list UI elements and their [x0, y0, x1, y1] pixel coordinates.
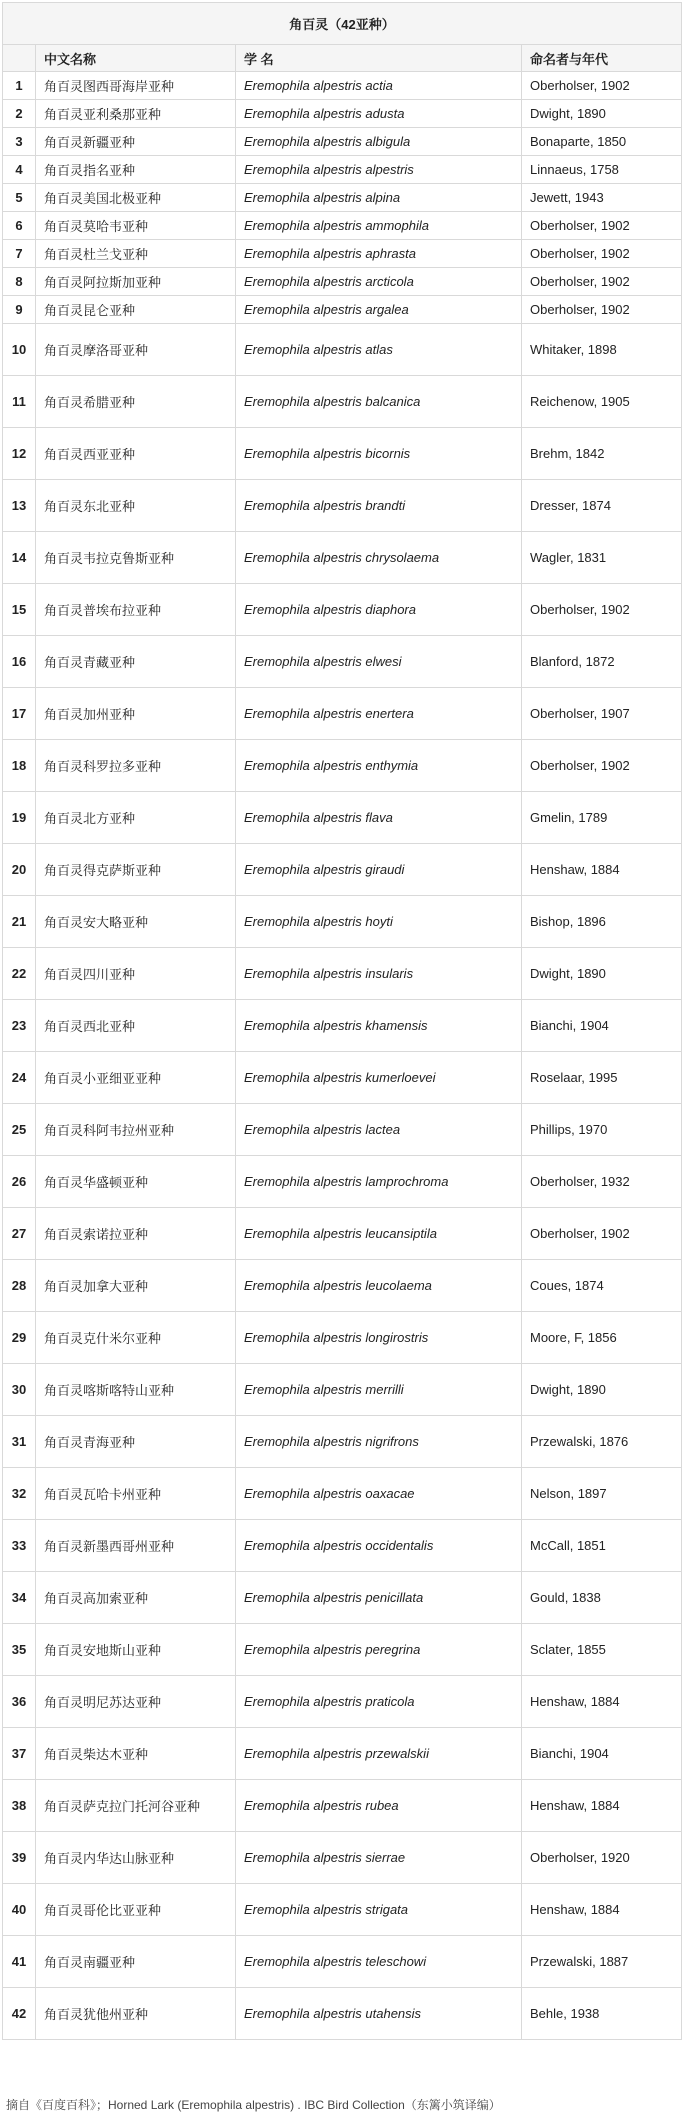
row-scientific-name: Eremophila alpestris peregrina	[236, 1624, 522, 1676]
row-scientific-name: Eremophila alpestris przewalskii	[236, 1728, 522, 1780]
row-author-year: Oberholser, 1920	[522, 1832, 682, 1884]
row-scientific-name: Eremophila alpestris brandti	[236, 480, 522, 532]
row-chinese-name: 角百灵指名亚种	[36, 156, 236, 184]
row-author-year: Whitaker, 1898	[522, 324, 682, 376]
row-author-year: Reichenow, 1905	[522, 376, 682, 428]
row-index: 4	[3, 156, 36, 184]
table-row	[3, 1832, 682, 1884]
row-index: 14	[3, 532, 36, 584]
row-index: 32	[3, 1468, 36, 1520]
row-scientific-name: Eremophila alpestris atlas	[236, 324, 522, 376]
row-author-year: Henshaw, 1884	[522, 844, 682, 896]
table-row	[3, 1416, 682, 1468]
table-row	[3, 268, 682, 296]
table-row	[3, 584, 682, 636]
row-author-year: Phillips, 1970	[522, 1104, 682, 1156]
row-chinese-name: 角百灵小亚细亚亚种	[36, 1052, 236, 1104]
row-chinese-name: 角百灵萨克拉门托河谷亚种	[36, 1780, 236, 1832]
table-row	[3, 1208, 682, 1260]
row-chinese-name: 角百灵普埃布拉亚种	[36, 584, 236, 636]
table-row	[3, 844, 682, 896]
row-index: 26	[3, 1156, 36, 1208]
row-chinese-name: 角百灵柴达木亚种	[36, 1728, 236, 1780]
row-chinese-name: 角百灵新疆亚种	[36, 128, 236, 156]
row-index: 23	[3, 1000, 36, 1052]
row-author-year: Nelson, 1897	[522, 1468, 682, 1520]
row-chinese-name: 角百灵新墨西哥州亚种	[36, 1520, 236, 1572]
row-author-year: Bianchi, 1904	[522, 1728, 682, 1780]
row-author-year: Roselaar, 1995	[522, 1052, 682, 1104]
row-chinese-name: 角百灵华盛顿亚种	[36, 1156, 236, 1208]
row-chinese-name: 角百灵图西哥海岸亚种	[36, 72, 236, 100]
row-chinese-name: 角百灵美国北极亚种	[36, 184, 236, 212]
row-author-year: Behle, 1938	[522, 1988, 682, 2040]
row-author-year: Bonaparte, 1850	[522, 128, 682, 156]
table-row	[3, 376, 682, 428]
row-author-year: Dwight, 1890	[522, 100, 682, 128]
row-scientific-name: Eremophila alpestris strigata	[236, 1884, 522, 1936]
row-scientific-name: Eremophila alpestris flava	[236, 792, 522, 844]
row-author-year: McCall, 1851	[522, 1520, 682, 1572]
table-title-row	[3, 3, 682, 45]
row-chinese-name: 角百灵加州亚种	[36, 688, 236, 740]
row-chinese-name: 角百灵西亚亚种	[36, 428, 236, 480]
row-scientific-name: Eremophila alpestris aphrasta	[236, 240, 522, 268]
table-body	[3, 72, 682, 2040]
row-chinese-name: 角百灵青藏亚种	[36, 636, 236, 688]
row-index: 12	[3, 428, 36, 480]
row-chinese-name: 角百灵四川亚种	[36, 948, 236, 1000]
row-scientific-name: Eremophila alpestris teleschowi	[236, 1936, 522, 1988]
row-index: 5	[3, 184, 36, 212]
row-author-year: Oberholser, 1902	[522, 584, 682, 636]
row-index: 29	[3, 1312, 36, 1364]
row-index: 39	[3, 1832, 36, 1884]
row-index: 41	[3, 1936, 36, 1988]
row-index: 8	[3, 268, 36, 296]
table-row	[3, 740, 682, 792]
row-author-year: Dresser, 1874	[522, 480, 682, 532]
row-scientific-name: Eremophila alpestris elwesi	[236, 636, 522, 688]
row-scientific-name: Eremophila alpestris adusta	[236, 100, 522, 128]
row-author-year: Henshaw, 1884	[522, 1780, 682, 1832]
row-scientific-name: Eremophila alpestris utahensis	[236, 1988, 522, 2040]
row-author-year: Jewett, 1943	[522, 184, 682, 212]
row-scientific-name: Eremophila alpestris sierrae	[236, 1832, 522, 1884]
row-chinese-name: 角百灵摩洛哥亚种	[36, 324, 236, 376]
row-scientific-name: Eremophila alpestris alpina	[236, 184, 522, 212]
row-author-year: Henshaw, 1884	[522, 1676, 682, 1728]
row-scientific-name: Eremophila alpestris actia	[236, 72, 522, 100]
row-chinese-name: 角百灵莫哈韦亚种	[36, 212, 236, 240]
table-row	[3, 1572, 682, 1624]
row-chinese-name: 角百灵科阿韦拉州亚种	[36, 1104, 236, 1156]
row-index: 16	[3, 636, 36, 688]
header-scientific-name: 学 名	[236, 45, 522, 72]
row-author-year: Bianchi, 1904	[522, 1000, 682, 1052]
row-author-year: Wagler, 1831	[522, 532, 682, 584]
table-row	[3, 688, 682, 740]
row-author-year: Blanford, 1872	[522, 636, 682, 688]
table-header-row	[3, 45, 682, 72]
row-scientific-name: Eremophila alpestris leucolaema	[236, 1260, 522, 1312]
row-chinese-name: 角百灵喀斯喀特山亚种	[36, 1364, 236, 1416]
row-author-year: Oberholser, 1932	[522, 1156, 682, 1208]
row-author-year: Gmelin, 1789	[522, 792, 682, 844]
table-row	[3, 184, 682, 212]
table-row	[3, 1104, 682, 1156]
row-scientific-name: Eremophila alpestris chrysolaema	[236, 532, 522, 584]
table-row	[3, 1884, 682, 1936]
row-author-year: Oberholser, 1902	[522, 268, 682, 296]
table-row	[3, 1988, 682, 2040]
row-author-year: Oberholser, 1902	[522, 296, 682, 324]
row-scientific-name: Eremophila alpestris oaxacae	[236, 1468, 522, 1520]
row-index: 40	[3, 1884, 36, 1936]
row-index: 30	[3, 1364, 36, 1416]
row-author-year: Moore, F, 1856	[522, 1312, 682, 1364]
table-row	[3, 296, 682, 324]
table-title: 角百灵（42亚种）	[3, 3, 682, 45]
row-index: 19	[3, 792, 36, 844]
table-row	[3, 128, 682, 156]
row-scientific-name: Eremophila alpestris rubea	[236, 1780, 522, 1832]
row-author-year: Brehm, 1842	[522, 428, 682, 480]
row-index: 22	[3, 948, 36, 1000]
table-row	[3, 156, 682, 184]
row-author-year: Oberholser, 1902	[522, 72, 682, 100]
row-index: 31	[3, 1416, 36, 1468]
row-chinese-name: 角百灵内华达山脉亚种	[36, 1832, 236, 1884]
row-chinese-name: 角百灵哥伦比亚亚种	[36, 1884, 236, 1936]
row-chinese-name: 角百灵北方亚种	[36, 792, 236, 844]
row-chinese-name: 角百灵阿拉斯加亚种	[36, 268, 236, 296]
row-author-year: Oberholser, 1902	[522, 212, 682, 240]
row-chinese-name: 角百灵高加索亚种	[36, 1572, 236, 1624]
row-chinese-name: 角百灵瓦哈卡州亚种	[36, 1468, 236, 1520]
row-index: 24	[3, 1052, 36, 1104]
row-author-year: Dwight, 1890	[522, 1364, 682, 1416]
row-chinese-name: 角百灵索诺拉亚种	[36, 1208, 236, 1260]
row-chinese-name: 角百灵安地斯山亚种	[36, 1624, 236, 1676]
row-scientific-name: Eremophila alpestris kumerloevei	[236, 1052, 522, 1104]
row-index: 17	[3, 688, 36, 740]
row-index: 25	[3, 1104, 36, 1156]
row-scientific-name: Eremophila alpestris albigula	[236, 128, 522, 156]
row-author-year: Bishop, 1896	[522, 896, 682, 948]
row-index: 13	[3, 480, 36, 532]
row-index: 33	[3, 1520, 36, 1572]
row-chinese-name: 角百灵西北亚种	[36, 1000, 236, 1052]
row-scientific-name: Eremophila alpestris balcanica	[236, 376, 522, 428]
row-chinese-name: 角百灵亚利桑那亚种	[36, 100, 236, 128]
row-chinese-name: 角百灵希腊亚种	[36, 376, 236, 428]
row-index: 18	[3, 740, 36, 792]
row-index: 28	[3, 1260, 36, 1312]
table-row	[3, 1260, 682, 1312]
row-index: 3	[3, 128, 36, 156]
row-index: 35	[3, 1624, 36, 1676]
table-row	[3, 1780, 682, 1832]
row-chinese-name: 角百灵杜兰戈亚种	[36, 240, 236, 268]
table-row	[3, 212, 682, 240]
row-author-year: Linnaeus, 1758	[522, 156, 682, 184]
table-row	[3, 1676, 682, 1728]
row-author-year: Gould, 1838	[522, 1572, 682, 1624]
table-row	[3, 100, 682, 128]
row-index: 38	[3, 1780, 36, 1832]
row-author-year: Oberholser, 1902	[522, 740, 682, 792]
row-index: 1	[3, 72, 36, 100]
row-chinese-name: 角百灵科罗拉多亚种	[36, 740, 236, 792]
subspecies-table	[2, 2, 682, 2040]
row-chinese-name: 角百灵东北亚种	[36, 480, 236, 532]
row-index: 34	[3, 1572, 36, 1624]
row-author-year: Przewalski, 1876	[522, 1416, 682, 1468]
row-index: 15	[3, 584, 36, 636]
row-scientific-name: Eremophila alpestris alpestris	[236, 156, 522, 184]
row-author-year: Dwight, 1890	[522, 948, 682, 1000]
table-row	[3, 428, 682, 480]
row-scientific-name: Eremophila alpestris lactea	[236, 1104, 522, 1156]
row-index: 37	[3, 1728, 36, 1780]
row-chinese-name: 角百灵犹他州亚种	[36, 1988, 236, 2040]
header-author-year: 命名者与年代	[522, 45, 682, 72]
table-row	[3, 532, 682, 584]
header-chinese-name: 中文名称	[36, 45, 236, 72]
row-scientific-name: Eremophila alpestris longirostris	[236, 1312, 522, 1364]
row-index: 6	[3, 212, 36, 240]
table-row	[3, 1156, 682, 1208]
table-row	[3, 1468, 682, 1520]
row-scientific-name: Eremophila alpestris insularis	[236, 948, 522, 1000]
row-scientific-name: Eremophila alpestris giraudi	[236, 844, 522, 896]
row-index: 36	[3, 1676, 36, 1728]
row-chinese-name: 角百灵青海亚种	[36, 1416, 236, 1468]
table-row	[3, 240, 682, 268]
header-index	[3, 45, 36, 72]
row-chinese-name: 角百灵南疆亚种	[36, 1936, 236, 1988]
row-chinese-name: 角百灵明尼苏达亚种	[36, 1676, 236, 1728]
row-scientific-name: Eremophila alpestris lamprochroma	[236, 1156, 522, 1208]
row-scientific-name: Eremophila alpestris occidentalis	[236, 1520, 522, 1572]
table-row	[3, 792, 682, 844]
row-scientific-name: Eremophila alpestris ammophila	[236, 212, 522, 240]
table-row	[3, 1624, 682, 1676]
row-chinese-name: 角百灵克什米尔亚种	[36, 1312, 236, 1364]
row-index: 21	[3, 896, 36, 948]
row-chinese-name: 角百灵昆仑亚种	[36, 296, 236, 324]
row-index: 9	[3, 296, 36, 324]
table-row	[3, 948, 682, 1000]
table-row	[3, 480, 682, 532]
row-scientific-name: Eremophila alpestris argalea	[236, 296, 522, 324]
row-scientific-name: Eremophila alpestris nigrifrons	[236, 1416, 522, 1468]
row-index: 27	[3, 1208, 36, 1260]
row-index: 10	[3, 324, 36, 376]
row-scientific-name: Eremophila alpestris enthymia	[236, 740, 522, 792]
row-chinese-name: 角百灵安大略亚种	[36, 896, 236, 948]
row-author-year: Oberholser, 1902	[522, 1208, 682, 1260]
table-row	[3, 896, 682, 948]
row-chinese-name: 角百灵加拿大亚种	[36, 1260, 236, 1312]
table-row	[3, 1728, 682, 1780]
table-row	[3, 636, 682, 688]
table-row	[3, 1520, 682, 1572]
row-index: 2	[3, 100, 36, 128]
row-scientific-name: Eremophila alpestris leucansiptila	[236, 1208, 522, 1260]
row-scientific-name: Eremophila alpestris hoyti	[236, 896, 522, 948]
row-scientific-name: Eremophila alpestris enertera	[236, 688, 522, 740]
table-row	[3, 1052, 682, 1104]
row-author-year: Oberholser, 1902	[522, 240, 682, 268]
table-row	[3, 1936, 682, 1988]
row-author-year: Przewalski, 1887	[522, 1936, 682, 1988]
row-chinese-name: 角百灵韦拉克鲁斯亚种	[36, 532, 236, 584]
table-row	[3, 1312, 682, 1364]
row-chinese-name: 角百灵得克萨斯亚种	[36, 844, 236, 896]
row-author-year: Henshaw, 1884	[522, 1884, 682, 1936]
table-row	[3, 1364, 682, 1416]
row-author-year: Coues, 1874	[522, 1260, 682, 1312]
row-index: 20	[3, 844, 36, 896]
row-author-year: Sclater, 1855	[522, 1624, 682, 1676]
row-index: 7	[3, 240, 36, 268]
row-scientific-name: Eremophila alpestris penicillata	[236, 1572, 522, 1624]
row-scientific-name: Eremophila alpestris merrilli	[236, 1364, 522, 1416]
row-index: 11	[3, 376, 36, 428]
row-index: 42	[3, 1988, 36, 2040]
row-scientific-name: Eremophila alpestris arcticola	[236, 268, 522, 296]
source-note: 摘自《百度百科》；Horned Lark (Eremophila alpestris) . IBC Bird Collection（东篱小筑译编）	[6, 2098, 501, 2112]
table-row	[3, 72, 682, 100]
table-row	[3, 324, 682, 376]
row-author-year: Oberholser, 1907	[522, 688, 682, 740]
row-scientific-name: Eremophila alpestris bicornis	[236, 428, 522, 480]
table-row	[3, 1000, 682, 1052]
row-scientific-name: Eremophila alpestris khamensis	[236, 1000, 522, 1052]
row-scientific-name: Eremophila alpestris diaphora	[236, 584, 522, 636]
row-scientific-name: Eremophila alpestris praticola	[236, 1676, 522, 1728]
